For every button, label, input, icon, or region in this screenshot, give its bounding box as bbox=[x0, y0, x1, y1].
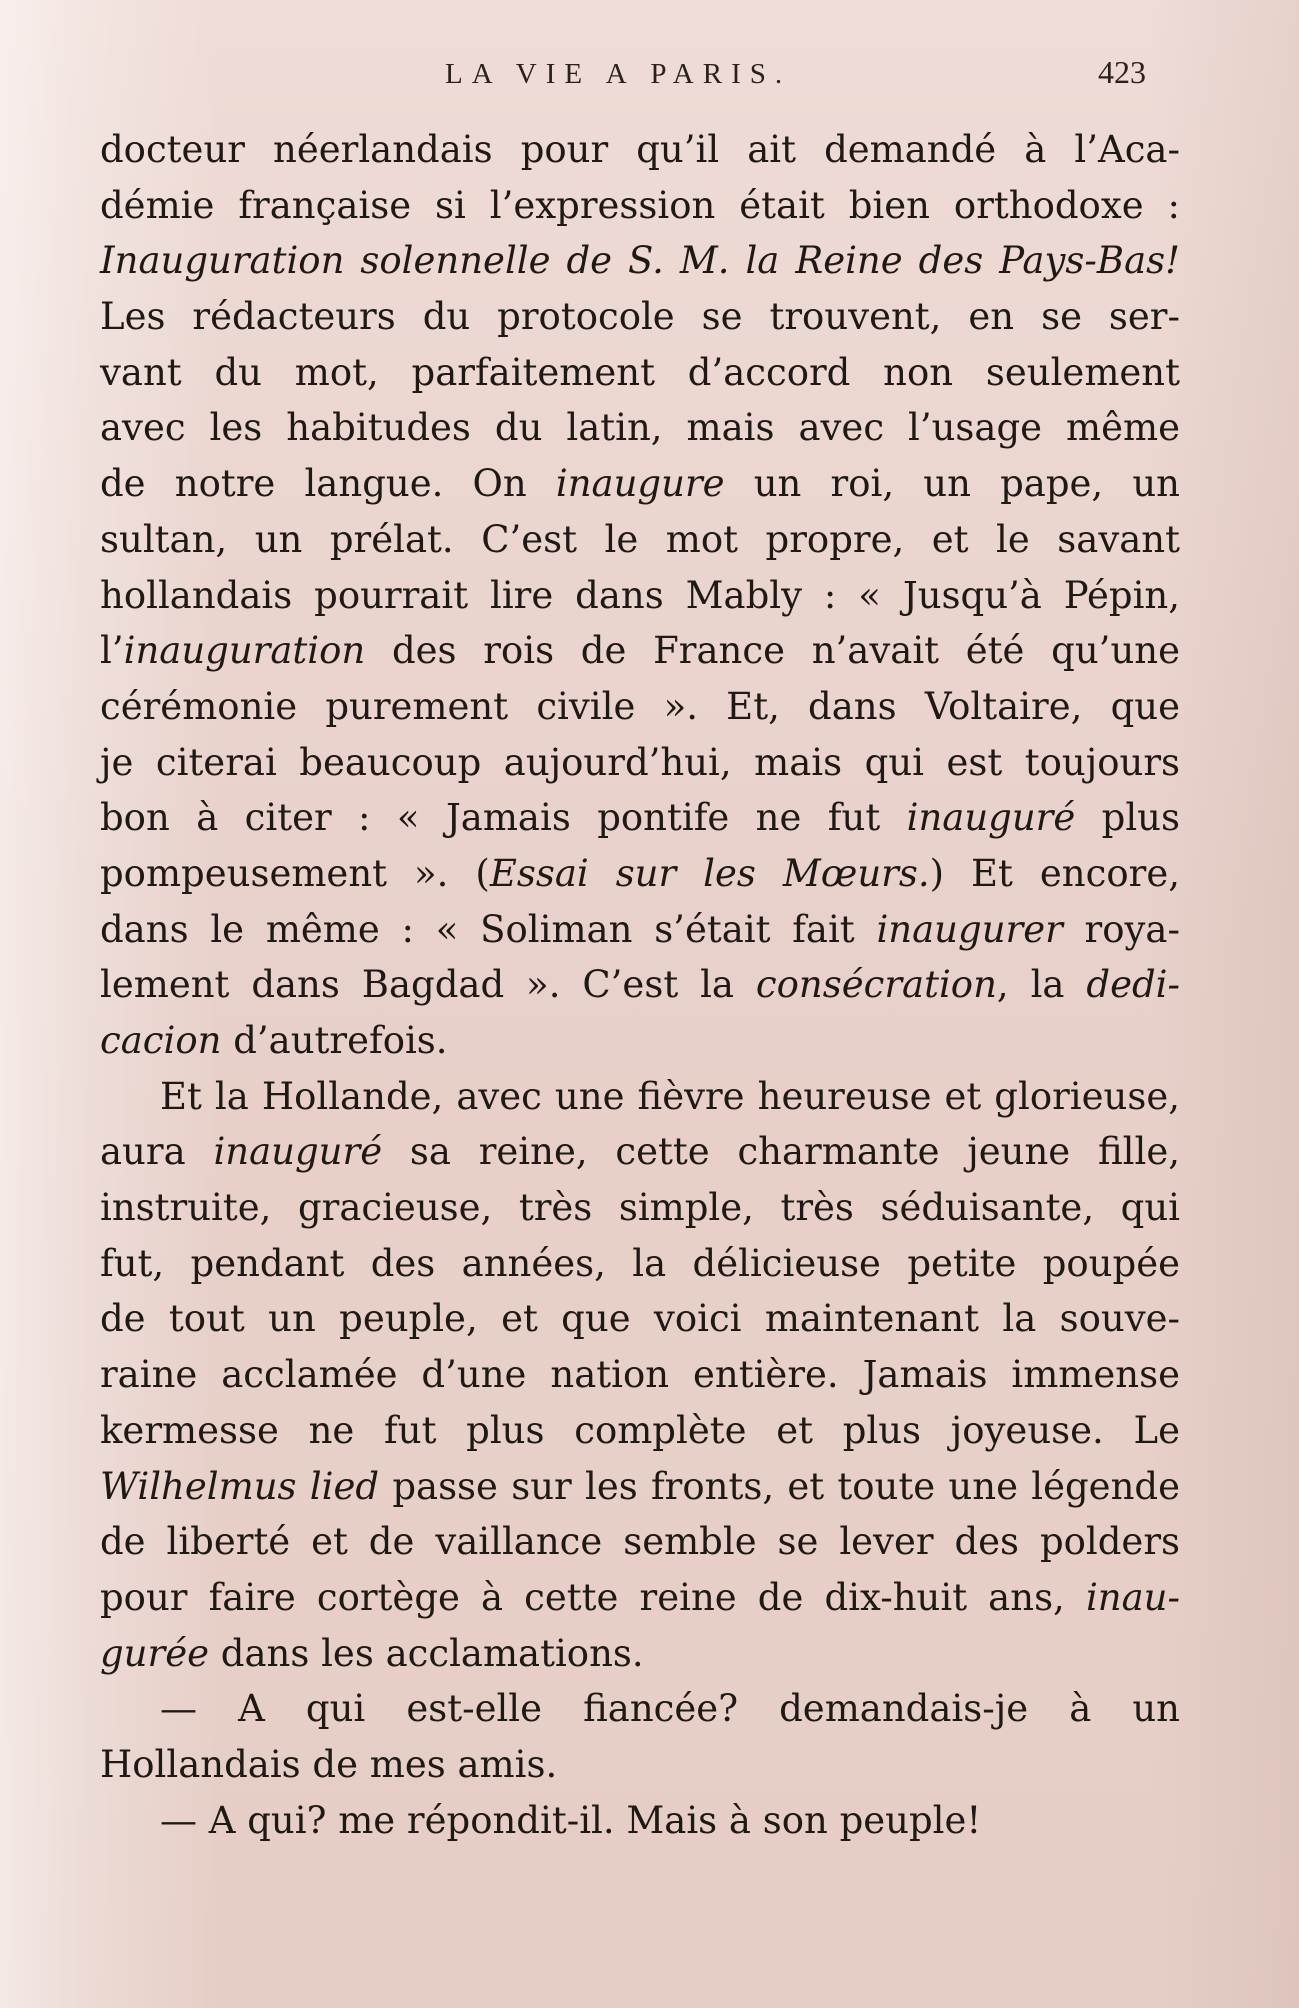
text-line bbox=[100, 902, 1180, 958]
text-line bbox=[100, 1236, 1180, 1292]
running-head bbox=[0, 52, 1299, 98]
text-line bbox=[100, 289, 1180, 345]
text-line bbox=[100, 178, 1180, 234]
italic-text: Inauguration solennelle de S. M. la Reine des Pays-Bas! bbox=[100, 239, 1180, 283]
text-run: Et la Hollande, avec une fièvre heureuse et glorieuse, bbox=[160, 1074, 1180, 1118]
text-run: lement dans Bagdad ». C’est la bbox=[100, 963, 756, 1007]
italic-text: inauguré bbox=[906, 796, 1076, 840]
italic-text: inaugure bbox=[555, 462, 725, 506]
text-run: hollandais pourrait lire dans Mably : « Jusqu’à Pépin, bbox=[100, 573, 1180, 617]
text-run: docteur néerlandais pour qu’il ait demandé à l’Aca- bbox=[100, 128, 1180, 171]
text-line bbox=[100, 122, 1180, 178]
page-number: 423 bbox=[1098, 54, 1146, 90]
text-line bbox=[100, 679, 1180, 735]
text-run: ) Et encore, bbox=[929, 851, 1180, 895]
text-run: sa reine, cette charmante jeune fille, bbox=[382, 1130, 1180, 1174]
text-line bbox=[100, 1737, 1180, 1793]
text-run: , la bbox=[996, 963, 1087, 1007]
text-run: démie française si l’expression était bien orthodoxe : bbox=[100, 183, 1180, 227]
italic-text: consécration bbox=[755, 963, 997, 1007]
text-line bbox=[100, 1570, 1180, 1626]
text-line bbox=[100, 1403, 1180, 1459]
text-line bbox=[100, 1626, 1180, 1682]
text-line bbox=[100, 1124, 1180, 1180]
text-run: fut, pendant des années, la délicieuse petite poupée bbox=[100, 1241, 1180, 1285]
text-run: pour faire cortège à cette reine de dix-huit ans, bbox=[100, 1575, 1086, 1619]
text-run: — A qui? me répondit-il. Mais à son peuple! bbox=[160, 1798, 982, 1842]
text-run: avec les habitudes du latin, mais avec l’usage même bbox=[100, 406, 1180, 450]
italic-text: inauguré bbox=[213, 1130, 383, 1174]
text-line bbox=[100, 1013, 1180, 1069]
text-line bbox=[100, 1180, 1180, 1236]
italic-text: inaugurer bbox=[876, 907, 1063, 951]
text-run: bon à citer : « Jamais pontife ne fut bbox=[100, 796, 907, 840]
text-run: kermesse ne fut plus complète et plus joyeuse. Le bbox=[100, 1408, 1180, 1452]
text-line bbox=[100, 623, 1180, 679]
italic-text: gurée bbox=[100, 1631, 209, 1675]
text-line bbox=[100, 400, 1180, 456]
body-text bbox=[100, 122, 1180, 1848]
text-line bbox=[100, 735, 1180, 791]
italic-text: Wilhelmus lied bbox=[100, 1464, 380, 1508]
text-run: roya- bbox=[1062, 907, 1180, 951]
text-run: cérémonie purement civile ». Et, dans Voltaire, que bbox=[100, 684, 1180, 728]
text-run: des rois de France n’avait été qu’une bbox=[365, 629, 1180, 673]
italic-text: inau- bbox=[1085, 1575, 1180, 1619]
text-line bbox=[100, 1514, 1180, 1570]
text-run: Les rédacteurs du protocole se trouvent, en se ser- bbox=[100, 295, 1180, 339]
text-line bbox=[100, 233, 1180, 289]
text-run: Hollandais de mes amis. bbox=[100, 1742, 558, 1786]
text-run: dans le même : « Soliman s’était fait bbox=[100, 907, 877, 951]
text-run: plus bbox=[1075, 796, 1180, 840]
text-run: l’ bbox=[100, 629, 124, 673]
text-run: de liberté et de vaillance semble se lever des polders bbox=[100, 1520, 1180, 1564]
text-run: raine acclamée d’une nation entière. Jamais immense bbox=[100, 1353, 1180, 1397]
text-line bbox=[100, 1069, 1180, 1125]
text-line bbox=[100, 790, 1180, 846]
text-line bbox=[100, 957, 1180, 1013]
text-line bbox=[100, 1347, 1180, 1403]
italic-text: Essai sur les Mœurs. bbox=[489, 851, 930, 895]
text-run: dans les acclamations. bbox=[209, 1631, 644, 1675]
text-run: aura bbox=[100, 1130, 214, 1174]
text-run: sultan, un prélat. C’est le mot propre, et le savant bbox=[100, 517, 1180, 561]
text-run: d’autrefois. bbox=[221, 1019, 448, 1062]
text-line bbox=[100, 456, 1180, 512]
text-run: un roi, un pape, un bbox=[724, 462, 1180, 506]
text-run: je citerai beaucoup aujourd’hui, mais qui est toujours bbox=[100, 740, 1180, 784]
text-line bbox=[100, 568, 1180, 624]
italic-text: dedi- bbox=[1086, 963, 1180, 1007]
text-run: instruite, gracieuse, très simple, très séduisante, qui bbox=[100, 1186, 1180, 1230]
text-run: de tout un peuple, et que voici maintenant la souve- bbox=[100, 1297, 1180, 1341]
italic-text: cacion bbox=[100, 1019, 222, 1062]
text-line bbox=[100, 1681, 1180, 1737]
text-line bbox=[100, 345, 1180, 401]
text-run: vant du mot, parfaitement d’accord non seulement bbox=[100, 350, 1180, 394]
text-line bbox=[100, 846, 1180, 902]
text-run: pompeusement ». ( bbox=[100, 851, 490, 895]
text-line bbox=[100, 1793, 1180, 1849]
text-run: de notre langue. On bbox=[100, 462, 556, 506]
text-line bbox=[100, 1459, 1180, 1515]
text-run: passe sur les fronts, et toute une légende bbox=[379, 1464, 1180, 1508]
text-run: — A qui est-elle fiancée? demandais-je à un bbox=[160, 1687, 1180, 1731]
text-line bbox=[100, 1291, 1180, 1347]
italic-text: inauguration bbox=[123, 629, 366, 673]
running-title: LA VIE A PARIS. bbox=[445, 58, 792, 90]
text-line bbox=[100, 512, 1180, 568]
